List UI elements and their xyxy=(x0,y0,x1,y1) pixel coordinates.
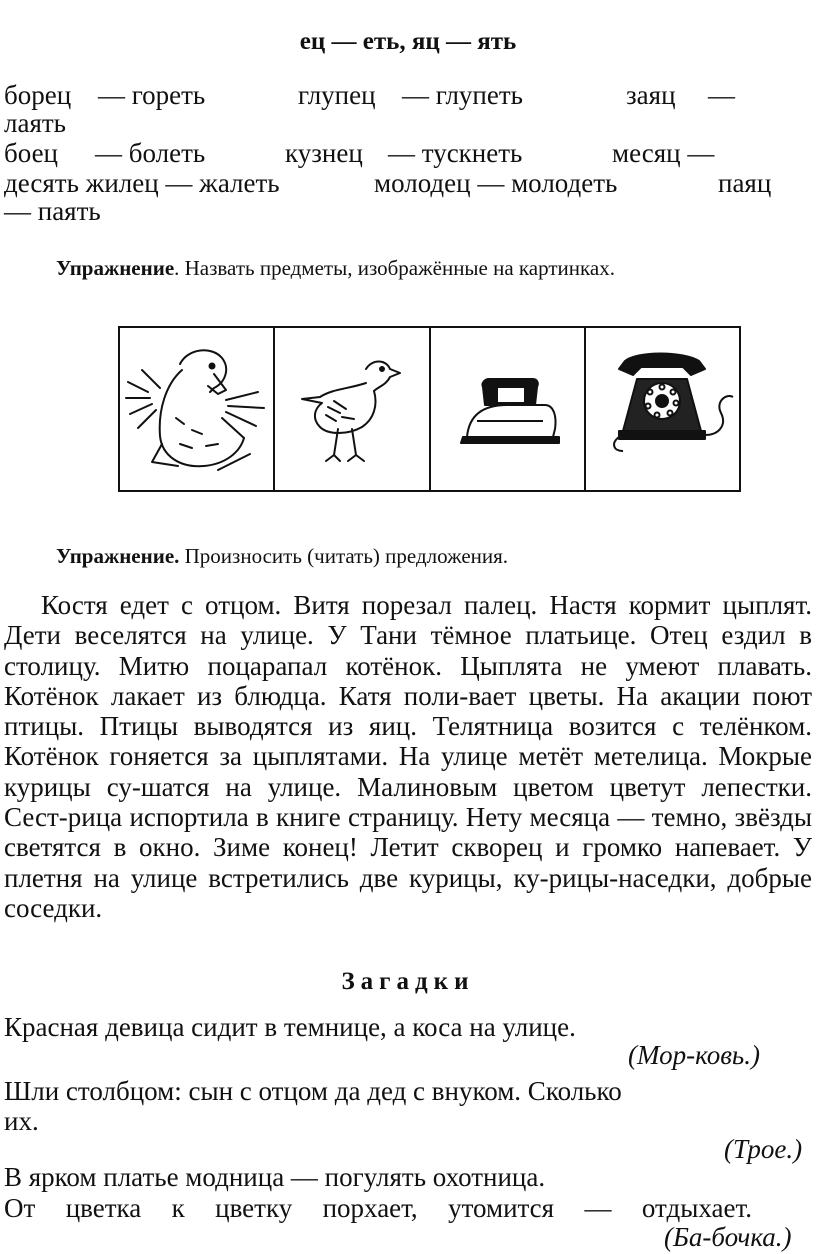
telephone-icon xyxy=(587,339,737,479)
exercise-label: Упражнение xyxy=(56,256,175,280)
word-payats: паяц xyxy=(718,168,772,198)
word-zayats: заяц xyxy=(626,80,676,110)
telephone-picture xyxy=(586,328,739,490)
riddle-3-answer: (Ба-бочка.) xyxy=(664,1222,792,1252)
word-glupets: глупец xyxy=(298,80,376,110)
exercise-text: Произносить (читать) предложения. xyxy=(179,544,509,568)
word-tusknet: — тускнеть xyxy=(388,138,523,168)
riddle-2-cont: их. xyxy=(4,1106,39,1136)
riddles-heading: Загадки xyxy=(341,968,475,995)
word-boets: боец xyxy=(4,138,58,168)
word-payat: — паять xyxy=(4,196,101,226)
word-borets: борец xyxy=(4,80,72,110)
riddle-2: Шли столбцом: сын с отцом да дед с внуком. Сколько xyxy=(4,1076,622,1106)
word-bolet: — болеть xyxy=(95,138,206,168)
iron-picture xyxy=(431,328,586,490)
duck-picture xyxy=(120,328,275,490)
chick-icon xyxy=(282,339,422,479)
exercise-text: . Назвать предметы, изображённые на картинках. xyxy=(174,256,615,280)
riddle-2-answer: (Трое.) xyxy=(724,1134,803,1164)
word-mesyats: месяц — xyxy=(612,138,715,168)
word-dash: — xyxy=(708,80,735,110)
reading-paragraph xyxy=(4,590,812,923)
exercise-2 xyxy=(56,544,508,569)
pictures-strip xyxy=(118,326,741,492)
paragraph-text: Костя едет с отцом. Витя порезал палец. Настя кормит цыплят. Дети веселятся на улице. У Тани тёмное платьице. Отец ездил в столицу. Митю поцарапал котёнок. Цыплята не умеют плавать. Котёнок лакает из блюдца. Катя поли-вает цветы. На акации поют птицы. Птицы выводятся из яиц. Телятница возится с телёнком. Котёнок гоняется за цыплятами. На улице метёт метелица. Мокрые курицы су-шатся на улице. Малиновым цветом цветут лепестки. Сест-рица испортила в книге страницу. Нету месяца — темно, звёзды светятся в окно. Зиме конец! Летит скворец и громко напевает. У плетня на улице встретились две курицы, ку-рицы-наседки, добрые соседки. xyxy=(4,590,812,923)
exercise-1 xyxy=(56,256,615,281)
word-goret: — гореть xyxy=(98,80,206,110)
page-heading: ец — еть, яц — ять xyxy=(299,28,517,55)
riddle-3-line-2: От цветка к цветку порхает, утомится — отдыхает. xyxy=(4,1193,752,1223)
riddle-1: Красная девица сидит в темнице, а коса на улице. xyxy=(4,1012,576,1042)
word-kuznets: кузнец xyxy=(285,138,363,168)
iron-icon xyxy=(437,349,577,469)
chick-picture xyxy=(275,328,430,490)
word-molodets: молодец — молодеть xyxy=(374,168,618,198)
duck-icon xyxy=(122,334,272,484)
exercise-label: Упражнение. xyxy=(56,544,180,568)
word-glupet: — глупеть xyxy=(402,80,523,110)
riddle-3: В ярком платье модница — погулять охотница. xyxy=(4,1162,546,1192)
riddle-1-answer: (Мор-ковь.) xyxy=(628,1040,760,1070)
word-layat: лаять xyxy=(4,108,66,138)
word-desyat-zhilets: десять жилец — жалеть xyxy=(4,168,280,198)
